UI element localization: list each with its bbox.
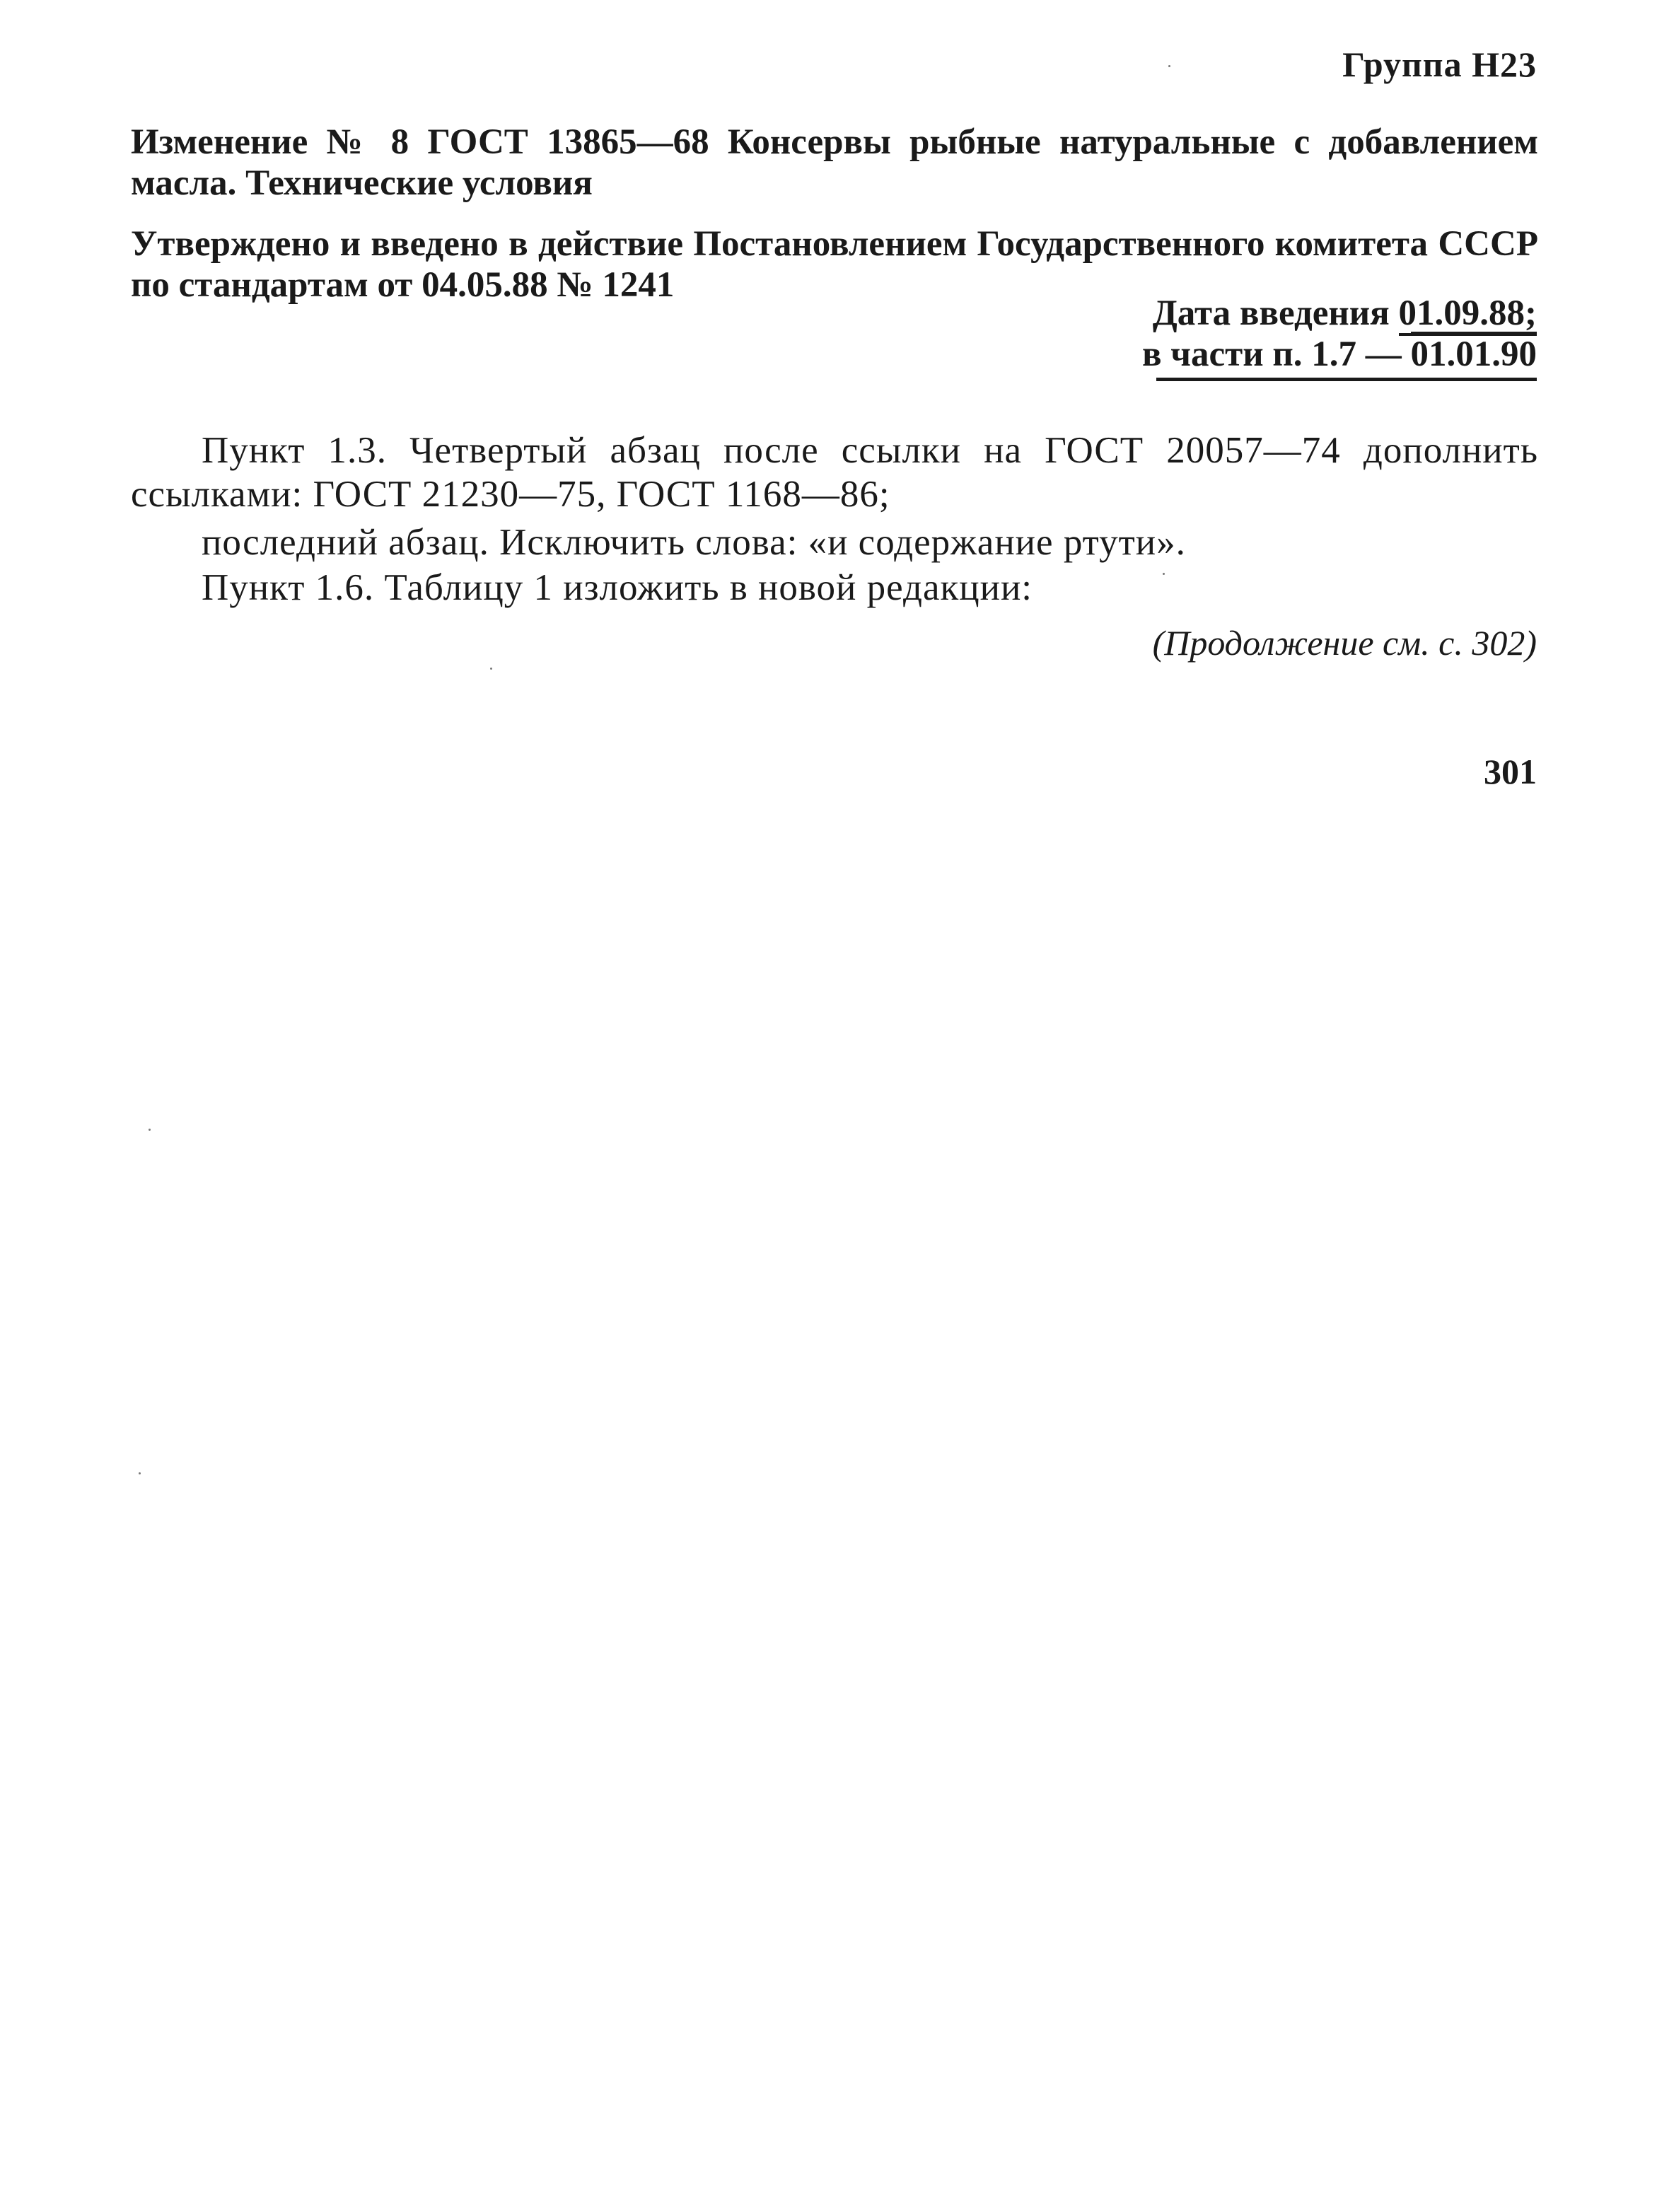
intro-date-value: 01.09.88; bbox=[1399, 293, 1537, 336]
scan-speck bbox=[490, 668, 492, 670]
continuation-note: (Продолжение см. с. 302) bbox=[1152, 623, 1537, 663]
scan-speck bbox=[1163, 573, 1165, 575]
group-label: Группа Н23 bbox=[1342, 45, 1537, 84]
partial-date-line bbox=[1142, 334, 1537, 375]
effective-dates bbox=[1142, 293, 1537, 381]
paragraph-last-abzac: последний абзац. Исключить слова: «и содержание ртути». bbox=[202, 522, 1186, 563]
scan-speck bbox=[139, 1472, 141, 1474]
scan-speck bbox=[149, 1129, 151, 1131]
intro-date-label: Дата введения bbox=[1152, 293, 1399, 333]
partial-date-value: 01.01.90 bbox=[1411, 332, 1537, 374]
page-number: 301 bbox=[1484, 752, 1537, 791]
intro-date-line bbox=[1142, 293, 1537, 334]
paragraph-item-1-3: Пункт 1.3. Четвертый абзац после ссылки на ГОСТ 20057—74 дополнить ссылками: ГОСТ 21230—75, ГОСТ 1168—86; bbox=[131, 430, 1538, 515]
partial-date-label: в части п. 1.7 — bbox=[1141, 334, 1411, 374]
scan-speck bbox=[1168, 65, 1170, 67]
dates-underline bbox=[1156, 378, 1537, 381]
paragraph-item-1-6: Пункт 1.6. Таблицу 1 изложить в новой редакции: bbox=[202, 567, 1033, 608]
change-title: Изменение № 8 ГОСТ 13865—68 Консервы рыбные натуральные с добавлением масла. Технические условия bbox=[131, 122, 1538, 203]
approval-statement: Утверждено и введено в действие Постановлением Государственного комитета СССР по стандартам от 04.05.88 № 1241 bbox=[131, 224, 1538, 305]
